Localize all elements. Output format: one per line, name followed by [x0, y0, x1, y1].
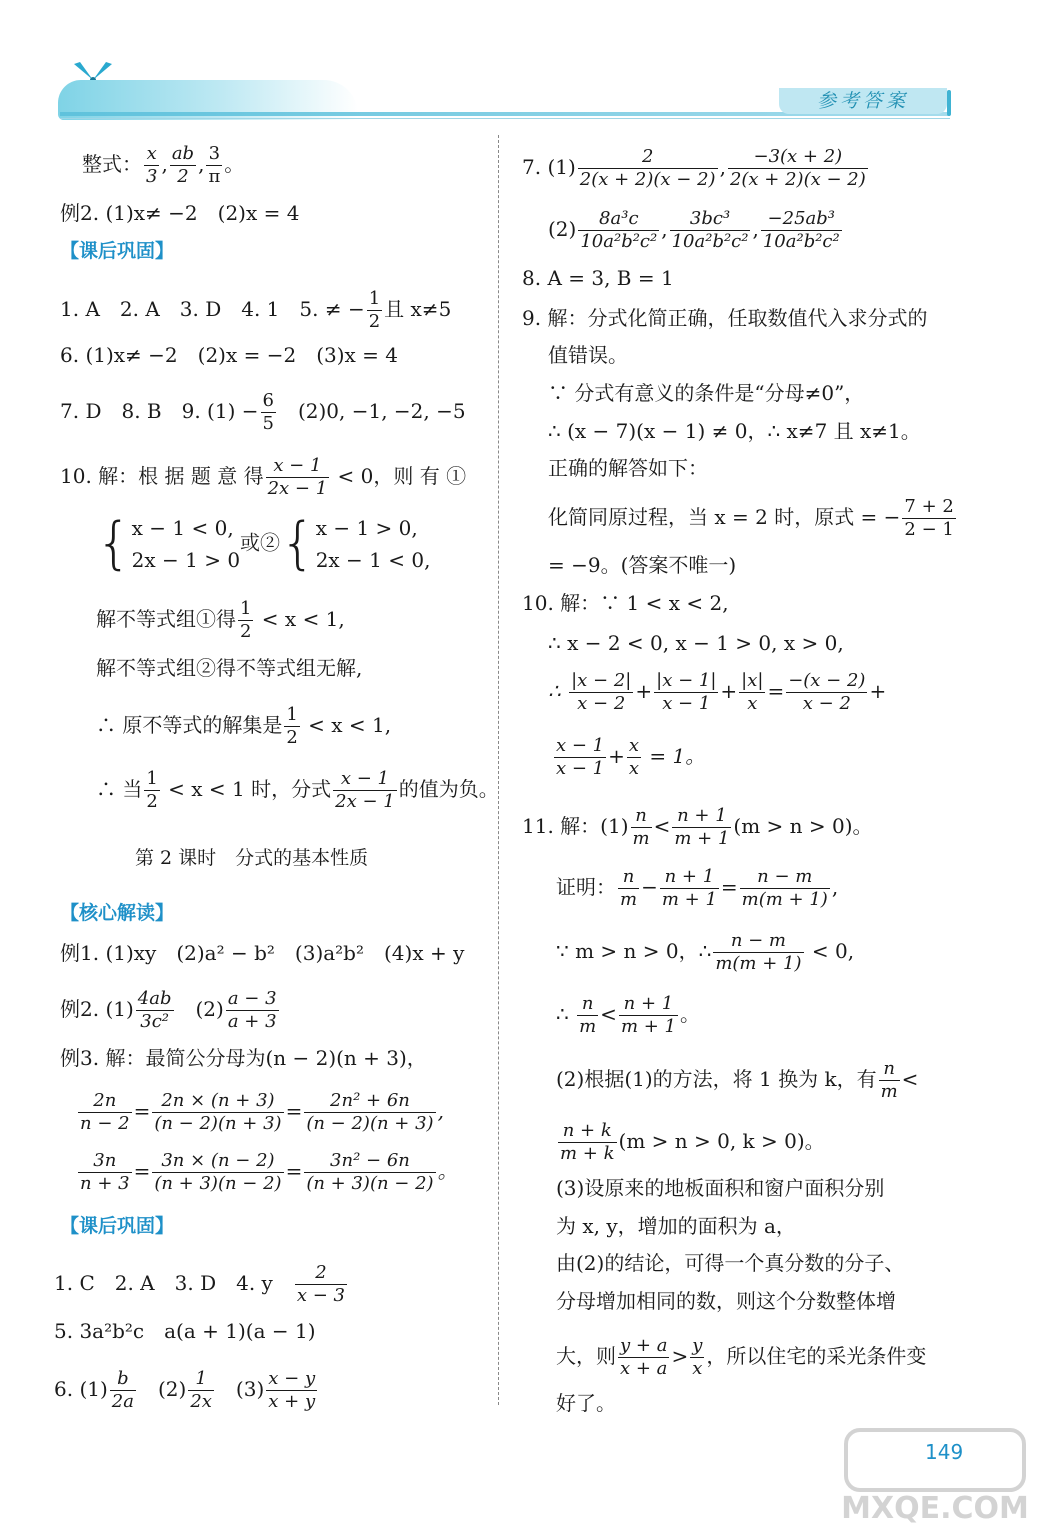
section-heading-review-2: 【课后巩固】 [60, 1215, 175, 1237]
solution-set: ∴ 原不等式的解集是 $\frac{1}{2}$ < x < 1, [96, 704, 392, 748]
answer-11-proof: 证明： $\frac{n}{m}$ − $\frac{n + 1}{m + 1}$ = $\frac{n - m}{m(m + 1)}$ , [556, 866, 839, 910]
answer-10-line-4: $\frac{x - 1}{x - 1}$ + $\frac{x}{x}$ = 1。 [556, 735, 706, 779]
answer-11-proof-conclusion: ∴ $\frac{n}{m}$ < $\frac{n + 1}{m + 1}$ 。 [556, 993, 700, 1037]
answer-11-proof-step: ∵ m > n > 0，∴ $\frac{n - m}{m(m + 1)}$ < 0, [556, 930, 855, 974]
answer-9-line-2: 值错误。 [548, 343, 628, 367]
answer-9-line-4: ∴ (x − 7)(x − 1) ≠ 0，∴ x≠7 且 x≠1。 [548, 419, 921, 443]
answer-11-part-3-line-3: 由(2)的结论，可得一个真分数的分子、 [556, 1251, 905, 1275]
answers-7-9: 7. D 8. B 9. (1) − $\frac{6}{5}$ (2)0, −1, −2, −5 [60, 390, 466, 434]
fraction-step-1: $\frac{2n}{n - 2}$ = $\frac{2n \times (n + 3)}{(n - 2)(n + 3)}$ = $\frac{\text{2n² + 6n}}{(n - 2)(n + 3)}$ , [80, 1090, 444, 1134]
header-tag-answers: 参考答案 [779, 88, 947, 114]
conclusion-negative: ∴ 当 $\frac{1}{2}$ < x < 1 时，分式 $\frac{x - 1}{2x - 1}$ 的值为负。 [96, 768, 499, 812]
solve-system-1: 解不等式组①得 $\frac{1}{2}$ < x < 1, [96, 598, 345, 642]
section-heading-core: 【核心解读】 [60, 902, 175, 924]
watermark-logo-icon [840, 1420, 1030, 1530]
answer-7-part-1: 7. (1) $\frac{2}{2(x + 2)(x - 2)}$ , $\frac{-3(x + 2)}{2(x + 2)(x - 2)}$ [522, 146, 866, 190]
answer-9-line-5: 正确的解答如下： [548, 456, 708, 480]
answer-10-intro: 10. 解：根 据 题 意 得 $\frac{x - 1}{2x - 1}$ < 0，则 有 ① [60, 455, 467, 499]
review-answers-1-4: 1. C 2. A 3. D 4. y $\frac{2}{x - 3}$ [54, 1262, 345, 1306]
answer-10-line-2: ∴ x − 2 < 0, x − 1 > 0, x > 0, [548, 631, 844, 655]
answer-10-line-3: ∴ $\frac{|x - 2|}{x - 2}$ + $\frac{|x - 1|}{x - 1}$ + $\frac{|x|}{x}$ = $\frac{-(x - 2)}{x - 2}$ + [548, 670, 887, 714]
answer-11-line-1: 11. 解：(1) $\frac{n}{m}$ < $\frac{n + 1}{m + 1}$ (m > n > 0)。 [522, 805, 873, 849]
answer-6: 6. (1)x≠ −2 (2)x = −2 (3)x = 4 [60, 343, 399, 367]
page-number: 149 [925, 1440, 964, 1464]
solve-system-2: 解不等式组②得不等式组无解, [96, 656, 363, 680]
answer-11-part-3-line-6: 好了。 [556, 1391, 616, 1415]
answer-11-part-2: (2)根据(1)的方法，将 1 换为 k，有 $\frac{n}{m}$ < [556, 1058, 919, 1102]
page-header [0, 0, 1043, 135]
answers-1-5: 1. A 2. A 3. D 4. 1 5. ≠ − $\frac{1}{2}$ 且 x≠5 [60, 288, 452, 332]
lesson-title: 第 2 课时 分式的基本性质 [135, 847, 369, 869]
integer-expressions: 整式： $\frac{x}{3}$ , $\frac{ab}{2}$ , $\frac{3}{\pi}$ 。 [82, 143, 245, 187]
fraction-step-2: $\frac{3n}{n + 3}$ = $\frac{3n \times (n - 2)}{(n + 3)(n - 2)}$ = $\frac{\text{3n² − 6n}}{(n + 3)(n - 2)}$ 。 [80, 1150, 458, 1194]
answer-9-line-6: 化简同原过程，当 x = 2 时，原式 = − $\frac{7 + 2}{2 - 1}$ [548, 496, 954, 540]
core-example-1: 例1. (1)xy (2)a² − b² (3)a²b² (4)x + y [60, 941, 465, 965]
answer-9-line-1: 9. 解：分式化简正确，任取数值代入求分式的 [522, 306, 928, 330]
watermark-text: MXQE.COM [841, 1491, 1029, 1526]
answer-10-line-1: 10. 解：∵ 1 < x < 2, [522, 591, 729, 615]
answer-9-line-7: = −9。(答案不唯一) [548, 553, 737, 577]
section-heading-review-1: 【课后巩固】 [60, 240, 175, 262]
answer-11-part-2-result: $\frac{n + k}{m + k}$ (m > n > 0, k > 0)。 [560, 1120, 825, 1164]
inequality-systems: {x − 1 < 0, 2x − 1 > 0或②{x − 1 > 0, 2x − 1 < 0, [96, 511, 431, 576]
answer-11-part-3-line-4: 分母增加相同的数，则这个分数整体增 [556, 1289, 896, 1313]
core-example-3: 例3. 解：最简公分母为(n − 2)(n + 3)， [60, 1046, 427, 1070]
answer-11-part-3-line-2: 为 x, y，增加的面积为 a， [556, 1214, 796, 1238]
core-example-2: 例2. (1) $\frac{4ab}{\text{3c²}}$ (2) $\frac{a - 3}{a + 3}$ [60, 988, 277, 1032]
header-rule-thin [60, 118, 950, 119]
answer-7-part-2: (2) $\frac{\text{8a³c}}{\text{10a²b²c²}}$ , $\frac{\text{3bc³}}{\text{10a²b²c²}}$ , $\frac{\text{−25ab³}}{\text{10a²b²c²}}$ [548, 208, 840, 252]
example-2-answer: 例2. (1)x≠ −2 (2)x = 4 [60, 201, 300, 225]
answer-11-part-3-line-5: 大，则 $\frac{y + a}{x + a}$ > $\frac{y}{x}$ ，所以住宅的采光条件变 [556, 1335, 927, 1379]
review-answer-6: 6. (1) $\frac{b}{2a}$ (2) $\frac{1}{2x}$ (3) $\frac{x - y}{x + y}$ [54, 1368, 316, 1412]
answer-9-line-3: ∵ 分式有意义的条件是“分母≠0”， [548, 381, 865, 405]
review-answer-5: 5. 3a²b²c a(a + 1)(a − 1) [54, 1319, 316, 1343]
answer-11-part-3-line-1: (3)设原来的地板面积和窗户面积分别 [556, 1176, 885, 1200]
answer-8: 8. A = 3, B = 1 [522, 266, 674, 290]
header-tag-edge [947, 90, 951, 116]
